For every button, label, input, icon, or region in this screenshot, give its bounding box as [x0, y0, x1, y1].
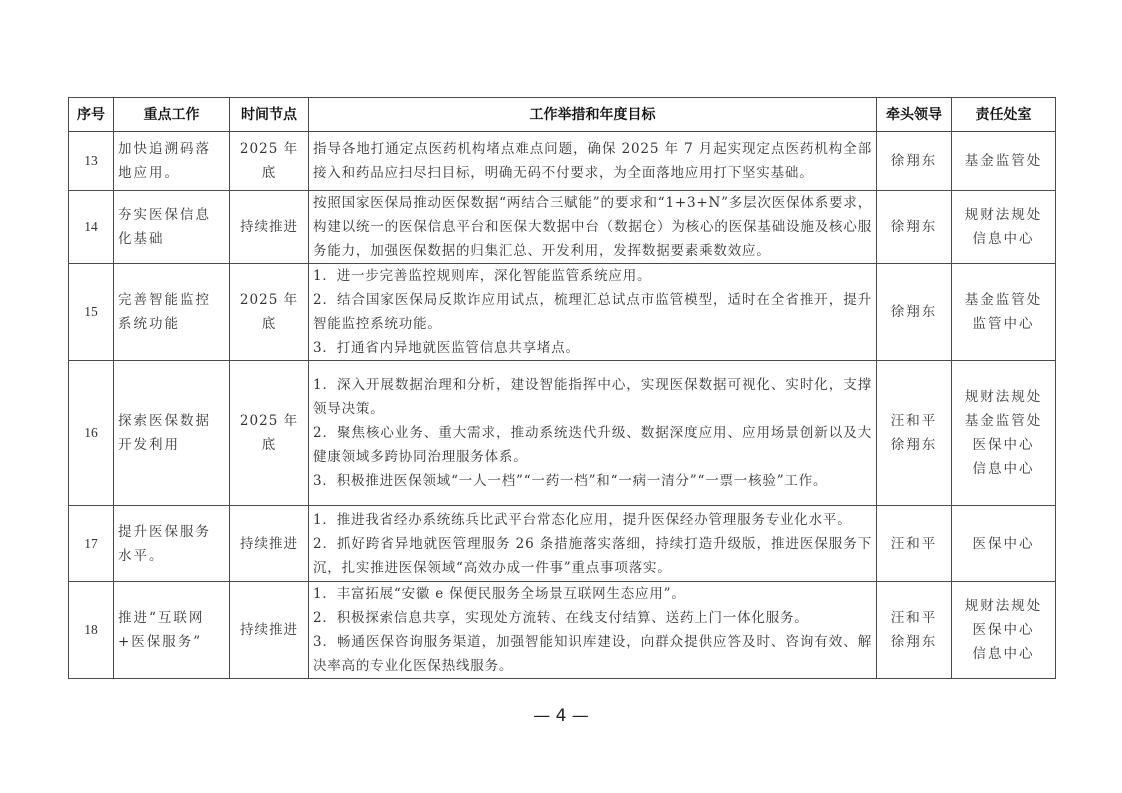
- cell-measures: [309, 506, 877, 582]
- header-task: 重点工作: [114, 98, 230, 132]
- measure-item: 2．积极探索信息共享，实现处方流转、在线支付结算、送药上门一体化服务。: [313, 610, 809, 626]
- leader-name: 徐翔东: [890, 153, 938, 169]
- cell-no: 18: [69, 582, 114, 679]
- cell-leader: [877, 582, 952, 679]
- leader-name: 汪和平: [890, 413, 938, 429]
- cell-leader: [877, 361, 952, 506]
- dept-name: 信息中心: [972, 231, 1035, 247]
- measure-item: 1．丰富拓展“安徽 e 保便民服务全场景互联网生态应用”。: [313, 586, 686, 602]
- cell-leader: [877, 132, 952, 191]
- cell-no: 13: [69, 132, 114, 191]
- cell-leader: [877, 264, 952, 361]
- table-row: [69, 582, 1056, 679]
- header-no: 序号: [69, 98, 114, 132]
- cell-task: 夯实医保信息化基础: [114, 191, 230, 264]
- dept-name: 信息中心: [972, 646, 1035, 662]
- table-row: [69, 191, 1056, 264]
- measure-item: 3．畅通医保咨询服务渠道，加强智能知识库建设，向群众提供应答及时、咨询有效、解决率高的专业化医保热线服务。: [313, 634, 872, 674]
- dept-name: 监管中心: [972, 316, 1035, 332]
- cell-leader: [877, 506, 952, 582]
- cell-no: 16: [69, 361, 114, 506]
- cell-time: 持续推进: [230, 191, 309, 264]
- work-plan-table: [68, 97, 1056, 679]
- leader-name: 汪和平: [890, 610, 938, 626]
- cell-time: 持续推进: [230, 506, 309, 582]
- leader-name: 徐翔东: [890, 304, 938, 320]
- table-header-row: [69, 98, 1056, 132]
- cell-task: 加快追溯码落地应用。: [114, 132, 230, 191]
- measure-item: 2．结合国家医保局反欺诈应用试点，梳理汇总试点市监管模型，适时在全省推开，提升智能监控系统功能。: [313, 292, 872, 332]
- cell-no: 14: [69, 191, 114, 264]
- page-number: — 4 —: [533, 706, 589, 726]
- cell-task: 提升医保服务水平。: [114, 506, 230, 582]
- measure-item: 指导各地打通定点医药机构堵点难点问题，确保 2025 年 7 月起实现定点医药机构全部接入和药品应扫尽扫目标，明确无码不付要求，为全面落地应用打下坚实基础。: [313, 141, 872, 181]
- measure-item: 2．聚焦核心业务、重大需求，推动系统迭代升级、数据深度应用、应用场景创新以及大健康领域多跨协同治理服务体系。: [313, 425, 872, 465]
- dept-name: 医保中心: [972, 535, 1035, 552]
- table-row: [69, 361, 1056, 506]
- cell-dept: [952, 132, 1056, 191]
- dept-name: 基金监管处: [964, 153, 1043, 169]
- header-leader: 牵头领导: [877, 98, 952, 132]
- cell-dept: [952, 191, 1056, 264]
- dept-name: 基金监管处: [964, 292, 1043, 308]
- cell-dept: [952, 506, 1056, 582]
- table-row: [69, 506, 1056, 582]
- measure-item: 3．打通省内异地就医监管信息共享堵点。: [313, 340, 580, 356]
- cell-time: 2025 年底: [230, 132, 309, 191]
- cell-measures: [309, 132, 877, 191]
- cell-no: 15: [69, 264, 114, 361]
- measure-item: 1．深入开展数据治理和分析，建设智能指挥中心，实现医保数据可视化、实时化，支撑领导决策。: [313, 377, 872, 417]
- dept-name: 基金监管处: [964, 413, 1043, 429]
- dept-name: 医保中心: [972, 622, 1035, 638]
- leader-name: 徐翔东: [890, 219, 938, 235]
- cell-task: 推进“互联网+医保服务”: [114, 582, 230, 679]
- dept-name: 规财法规处: [964, 207, 1043, 223]
- cell-time: 持续推进: [230, 582, 309, 679]
- dept-name: 医保中心: [972, 437, 1035, 453]
- cell-measures: [309, 361, 877, 506]
- cell-task: 探索医保数据开发利用: [114, 361, 230, 506]
- cell-dept: [952, 361, 1056, 506]
- cell-time: 2025 年底: [230, 361, 309, 506]
- cell-dept: [952, 582, 1056, 679]
- cell-leader: [877, 191, 952, 264]
- header-measures: 工作举措和年度目标: [309, 98, 877, 132]
- cell-no: 17: [69, 506, 114, 582]
- table-row: [69, 132, 1056, 191]
- measure-item: 2．抓好跨省异地就医管理服务 26 条措施落实落细，持续打造升级版，推进医保服务下沉，扎实推进医保领域“高效办成一件事”重点事项落实。: [313, 535, 872, 576]
- measure-item: 3．积极推进医保领域“一人一档”“一药一档”和“一病一清分”“一票一核验”工作。: [313, 473, 828, 489]
- cell-measures: [309, 582, 877, 679]
- leader-name: 汪和平: [890, 535, 938, 552]
- header-dept: 责任处室: [952, 98, 1056, 132]
- header-time: 时间节点: [230, 98, 309, 132]
- dept-name: 规财法规处: [964, 598, 1043, 614]
- cell-time: 2025 年底: [230, 264, 309, 361]
- measure-item: 1．进一步完善监控规则库，深化智能监管系统应用。: [313, 268, 652, 284]
- measure-item: 1．推进我省经办系统练兵比武平台常态化应用，提升医保经办管理服务专业化水平。: [313, 511, 852, 528]
- dept-name: 规财法规处: [964, 389, 1043, 405]
- cell-dept: [952, 264, 1056, 361]
- leader-name: 徐翔东: [890, 634, 938, 650]
- measure-item: 按照国家医保局推动医保数据“两结合三赋能”的要求和“1+3+N”多层次医保体系要求，构建以统一的医保信息平台和医保大数据中台（数据仓）为核心的医保基础设施及核心服务能力，加强医保数据的归集汇总、开发利用，发挥数据要素乘数效应。: [313, 195, 872, 259]
- dept-name: 信息中心: [972, 461, 1035, 477]
- leader-name: 徐翔东: [890, 437, 938, 453]
- cell-task: 完善智能监控系统功能: [114, 264, 230, 361]
- cell-measures: [309, 264, 877, 361]
- cell-measures: [309, 191, 877, 264]
- table-row: [69, 264, 1056, 361]
